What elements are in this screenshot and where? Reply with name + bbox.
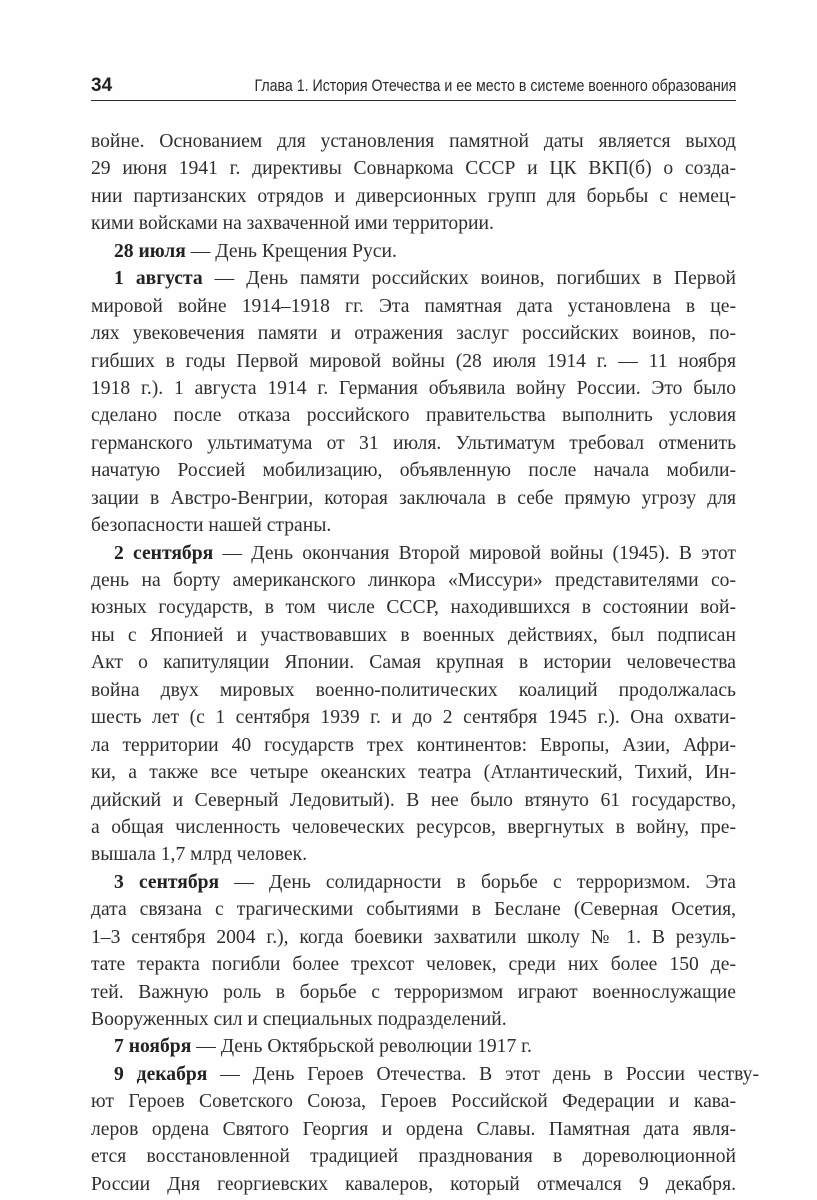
text-line: дата связана с трагическими событиями в Беслане (Северная Осетия,	[91, 899, 736, 921]
entry-date: 1 августа	[114, 268, 203, 290]
date-entry-7-november	[91, 1033, 736, 1060]
text-line	[91, 869, 736, 896]
text-line	[91, 238, 736, 265]
text-line: зации в Австро-Венгрии, которая заключала в себе прямую угрозу для	[91, 487, 736, 509]
entry-text: — День Героев Отечества. В этот день в России честву-	[207, 1063, 760, 1085]
text-line: нии партизанских отрядов и диверсионных групп для борьбы с немец-	[91, 185, 736, 207]
text-line: ла территории 40 государств трех континентов: Европы, Азии, Афри-	[91, 734, 736, 756]
text-line	[91, 1033, 736, 1060]
paragraph-continuation	[91, 128, 736, 238]
page-body	[91, 128, 760, 1198]
entry-text: — День окончания Второй мировой войны (1945). В этот	[213, 542, 736, 564]
date-entry-2-september	[91, 540, 736, 869]
text-line: леров ордена Святого Георгия и ордена Славы. Памятная дата явля-	[91, 1118, 736, 1140]
date-entry-1-august	[91, 265, 736, 539]
date-entry-28-july	[91, 238, 736, 265]
entry-date: 9 декабря	[113, 1063, 208, 1085]
text-line: ны с Японией и участвовавших в военных действиях, был подписан	[91, 624, 736, 646]
entry-text: — День памяти российских воинов, погибших в Первой	[202, 268, 736, 290]
text-line: ют Героев Советского Союза, Героев Российской Федерации и кава-	[91, 1091, 736, 1113]
entry-date: 7 ноября	[114, 1036, 192, 1058]
entry-date: 28 июля	[114, 240, 186, 262]
text-line: 29 июня 1941 г. директивы Совнаркома СССР и ЦК ВКП(б) о созда-	[91, 158, 736, 180]
text-line: день на борту американского линкора «Миссури» представителями со-	[91, 570, 736, 591]
running-head-title: Глава 1. История Отечества и ее место в системе военного образования	[254, 77, 736, 95]
text-line: юзных государств, в том числе СССР, находившихся в состоянии вой-	[91, 597, 736, 619]
text-line: Вооруженных сил и специальных подразделений.	[91, 1009, 507, 1030]
text-line: 1–3 сентября 2004 г.), когда боевики захватили школу № 1. В резуль-	[91, 926, 736, 948]
text-line: мировой войне 1914–1918 гг. Эта памятная дата установлена в це-	[91, 295, 736, 317]
text-line: война двух мировых военно-политических коалиций продолжалась	[91, 679, 736, 701]
text-line: безопасности нашей страны.	[91, 515, 332, 537]
text-line: начатую Россией мобилизацию, объявленную после начала мобили-	[91, 460, 736, 482]
text-line: лях увековечения памяти и отражения заслуг российских воинов, по-	[91, 323, 736, 345]
entry-text: — День Октябрьской революции 1917 г.	[191, 1036, 532, 1058]
text-line: шесть лет (с 1 сентября 1939 г. и до 2 сентября 1945 г.). Она охвати-	[91, 707, 736, 729]
text-line	[91, 265, 736, 292]
text-line: кими войсками на захваченной ими территории.	[91, 213, 494, 235]
text-line: войне. Основанием для установления памятной даты является выход	[91, 131, 736, 152]
date-entry-9-december	[91, 1061, 760, 1198]
text-line: дийский и Северный Ледовитый). В нее было втянуто 61 государство,	[91, 789, 736, 811]
entry-date: 2 сентября	[114, 542, 214, 564]
text-line: гибших в годы Первой мировой войны (28 июля 1914 г. — 11 ноября	[91, 350, 736, 372]
text-line	[91, 1061, 759, 1088]
date-entry-3-september	[91, 869, 736, 1034]
text-line: 1918 г.). 1 августа 1914 г. Германия объявила войну России. Это было	[91, 377, 736, 399]
text-line: вышала 1,7 млрд человек.	[91, 844, 308, 866]
text-line: тей. Важную роль в борьбе с терроризмом играют военнослужащие	[91, 981, 736, 1003]
text-line: а общая численность человеческих ресурсов, ввергнутых в войну, пре-	[91, 816, 736, 838]
entry-text: — День солидарности в борьбе с терроризмом. Эта	[219, 871, 736, 893]
text-line: Акт о капитуляции Японии. Самая крупная в истории человечества	[91, 652, 736, 674]
text-line: ки, а также все четыре океанских театра (Атлантический, Тихий, Ин-	[91, 762, 736, 784]
page-number: 34	[91, 75, 113, 96]
entry-date: 3 сентября	[114, 871, 220, 893]
text-line: сделано после отказа российского правительства выполнить условия	[91, 405, 736, 427]
text-line: тате теракта погибли более трехсот человек, среди них более 150 де-	[91, 954, 736, 976]
text-line: России Дня георгиевских кавалеров, который отмечался 9 декабря.	[91, 1173, 736, 1195]
page-header	[91, 74, 736, 101]
text-line	[91, 540, 736, 567]
text-line: германского ультиматума от 31 июля. Ультиматум требовал отменить	[91, 432, 736, 454]
entry-text: — День Крещения Руси.	[185, 240, 397, 262]
text-line: ется восстановленной традицией празднования в дореволюционной	[91, 1146, 736, 1168]
